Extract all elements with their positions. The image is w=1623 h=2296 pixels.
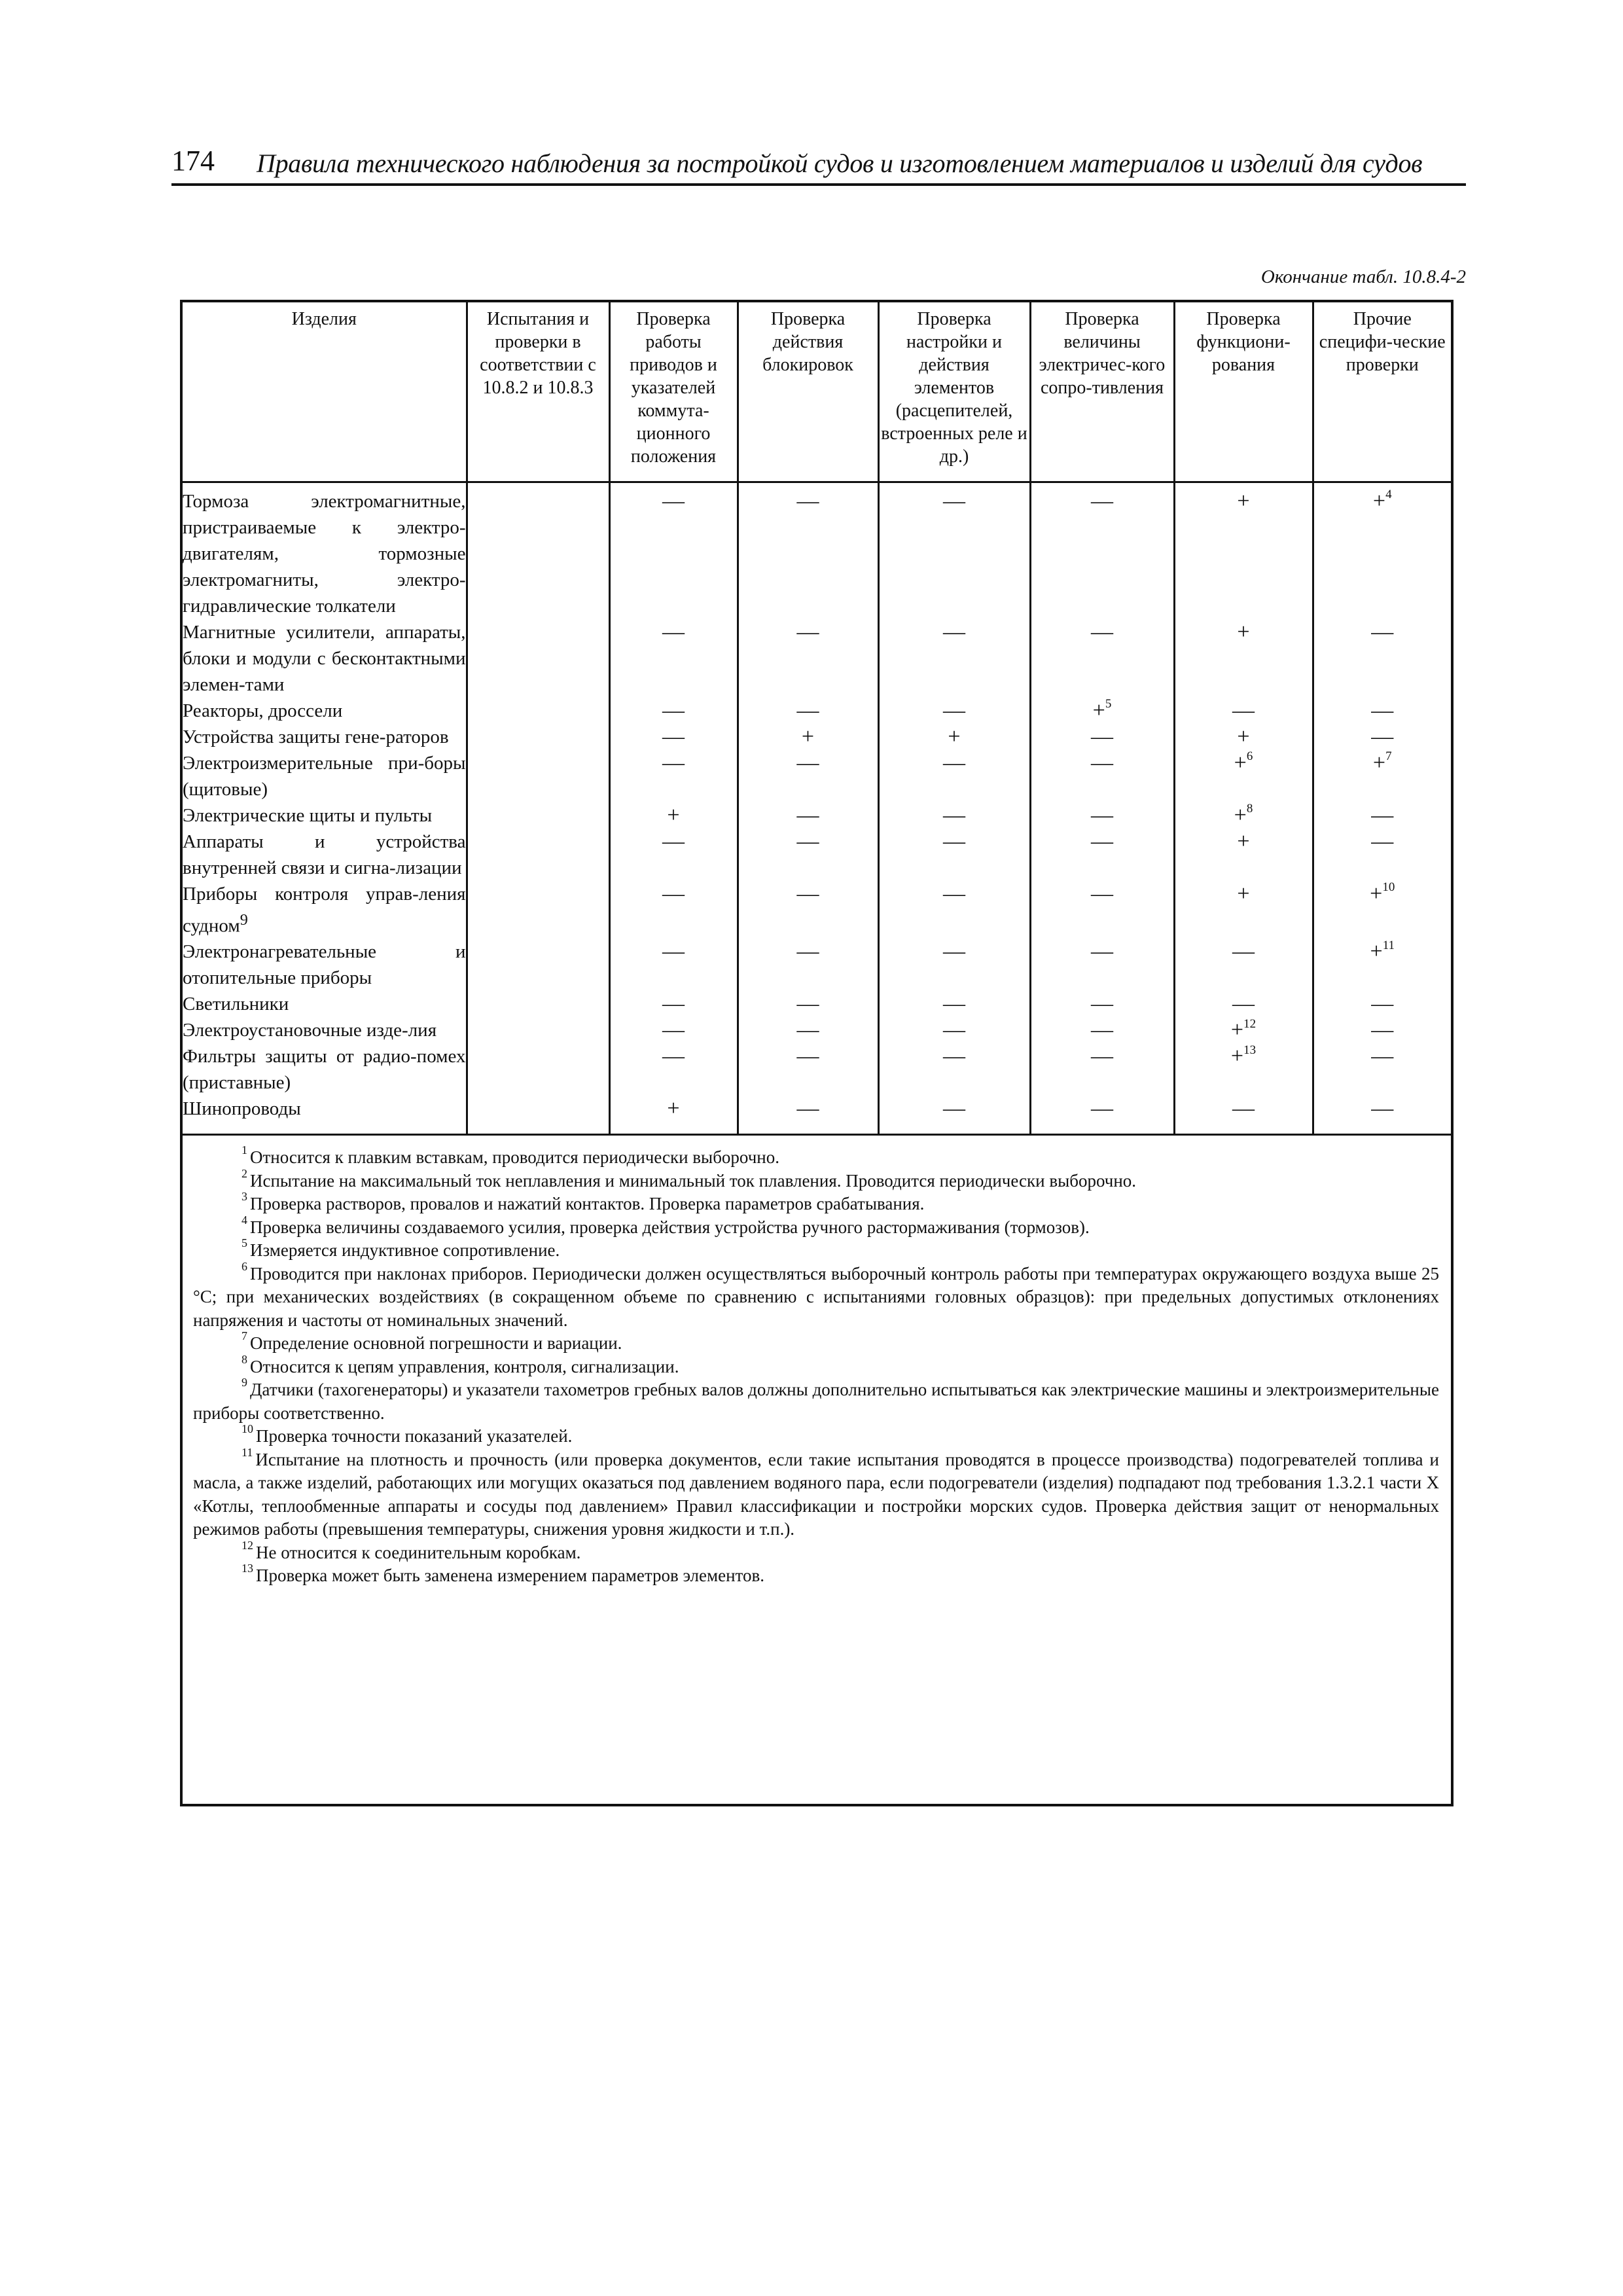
item-name-cell [183, 939, 467, 991]
column-header-function: Проверка функциони-рования [1174, 302, 1313, 482]
item-name: Устройства защиты гене-раторов [183, 726, 449, 747]
mark-value: — [796, 750, 819, 775]
mark-value: — [662, 829, 685, 853]
mark-value: — [662, 992, 685, 1016]
mark-cell [738, 1096, 878, 1122]
footnote-text: Проверка растворов, провалов и нажатий контактов. Проверка параметров срабатывания. [250, 1194, 925, 1213]
specification-table [183, 302, 1451, 1134]
mark-value: + [667, 802, 680, 827]
mark-cell [1313, 1043, 1451, 1096]
footnote [193, 1352, 1439, 1379]
item-name-cell [183, 991, 467, 1017]
mark-cell [1313, 939, 1451, 991]
mark-cell [1313, 750, 1451, 802]
mark-cell [609, 991, 738, 1017]
mark-cell [467, 1096, 609, 1122]
mark-value: + [1230, 1018, 1244, 1043]
mark-cell [1313, 698, 1451, 724]
footnote-ref: 13 [1243, 1043, 1257, 1057]
mark-value: — [1371, 829, 1394, 853]
mark-value: — [1091, 992, 1113, 1016]
mark-cell [1313, 482, 1451, 619]
item-name: Тормоза электромагнитные, пристраиваемые к электро-двигателям, тормозные электромагниты, электро-гидравлические толкатели [183, 490, 466, 617]
table-row [183, 802, 1451, 829]
column-header-resistance: Проверка величины электричес-кого сопро-тивления [1030, 302, 1174, 482]
mark-value: — [662, 619, 685, 644]
mark-cell [1313, 991, 1451, 1017]
mark-value: — [1091, 802, 1113, 827]
mark-cell [467, 802, 609, 829]
table-row [183, 1043, 1451, 1096]
mark-cell [467, 619, 609, 698]
mark-cell [467, 991, 609, 1017]
mark-cell [467, 1043, 609, 1096]
mark-value: — [1232, 939, 1255, 964]
mark-value: + [1237, 881, 1250, 906]
footnote-number: 8 [241, 1352, 247, 1366]
mark-cell [738, 482, 878, 619]
footnote-number: 11 [241, 1445, 253, 1459]
mark-value: + [1372, 488, 1386, 513]
mark-cell [1174, 619, 1313, 698]
mark-cell [467, 698, 609, 724]
footnote [193, 1564, 1439, 1588]
mark-value: — [1371, 1018, 1394, 1043]
footnote-ref: 4 [1385, 488, 1392, 502]
mark-cell [1313, 1017, 1451, 1043]
mark-value: — [1091, 939, 1113, 964]
mark-value: — [662, 698, 685, 723]
mark-value: + [1237, 619, 1250, 644]
column-header-drives: Проверка работы приводов и указателей коммута-ционного положения [609, 302, 738, 482]
mark-cell [878, 482, 1030, 619]
spacer-cell [1174, 1122, 1313, 1134]
footnote-text: Относится к цепям управления, контроля, сигнализации. [250, 1356, 679, 1376]
table-row [183, 939, 1451, 991]
mark-cell [1174, 881, 1313, 939]
mark-value: — [662, 1044, 685, 1069]
mark-value: — [796, 488, 819, 513]
mark-value: — [943, 802, 965, 827]
mark-value: — [1091, 1044, 1113, 1069]
mark-value: + [1230, 1044, 1244, 1069]
footnote-ref: 6 [1246, 749, 1253, 764]
footnote [193, 1445, 1439, 1541]
mark-value: — [662, 724, 685, 749]
column-header-interlocks: Проверка действия блокировок [738, 302, 878, 482]
mark-cell [467, 482, 609, 619]
mark-cell [738, 881, 878, 939]
mark-cell [878, 802, 1030, 829]
mark-cell [738, 698, 878, 724]
item-name-cell [183, 1096, 467, 1122]
column-header-other: Прочие специфи-ческие проверки [1313, 302, 1451, 482]
item-name-cell [183, 619, 467, 698]
spacer-cell [1313, 1122, 1451, 1134]
item-name: Приборы контроля управ-ления судном [183, 883, 466, 937]
mark-cell [878, 698, 1030, 724]
mark-cell [1030, 1017, 1174, 1043]
item-name-cell [183, 482, 467, 619]
mark-cell [467, 881, 609, 939]
table-row [183, 724, 1451, 750]
mark-cell [609, 939, 738, 991]
mark-cell [1174, 1043, 1313, 1096]
mark-cell [609, 881, 738, 939]
table-row [183, 619, 1451, 698]
mark-value: — [1232, 992, 1255, 1016]
table-frame [180, 300, 1454, 1806]
spacer-cell [183, 1122, 467, 1134]
spacer-cell [738, 1122, 878, 1134]
mark-value: — [662, 881, 685, 906]
footnote-number: 2 [241, 1166, 247, 1180]
mark-cell [1030, 939, 1174, 991]
footnote-number: 1 [241, 1143, 247, 1157]
item-name: Шинопроводы [183, 1098, 301, 1120]
mark-cell [1313, 829, 1451, 881]
mark-value: — [796, 698, 819, 723]
mark-value: — [1091, 750, 1113, 775]
footnote [193, 1143, 1439, 1170]
mark-cell [1030, 750, 1174, 802]
mark-value: — [943, 881, 965, 906]
mark-cell [609, 1043, 738, 1096]
item-name-cell [183, 829, 467, 881]
mark-cell [1030, 991, 1174, 1017]
mark-cell [878, 724, 1030, 750]
footnote-number: 4 [241, 1213, 247, 1227]
footnote [193, 1236, 1439, 1263]
footnote-ref: 11 [1382, 938, 1395, 952]
mark-cell [609, 482, 738, 619]
footnote [193, 1329, 1439, 1355]
mark-cell [738, 829, 878, 881]
mark-value: — [1371, 1096, 1394, 1121]
footnote [193, 1166, 1439, 1193]
footnote-text: Не относится к соединительным коробкам. [256, 1542, 581, 1562]
footnotes [183, 1134, 1451, 1588]
mark-cell [1030, 881, 1174, 939]
item-name-cell [183, 802, 467, 829]
footnote-number: 9 [241, 1376, 247, 1389]
footnote-ref: 10 [1382, 880, 1395, 895]
mark-cell [878, 939, 1030, 991]
table-row [183, 829, 1451, 881]
mark-value: — [1371, 1044, 1394, 1069]
footnote-number: 10 [241, 1422, 253, 1435]
footnote-text: Проводится при наклонах приборов. Периодически должен осуществляться выборочный контроль работы при температурах окружающего воздуха выше 25 °С; при механических воздействиях (в сокращенном объеме по сравнению с испытаниями головных образцов): при предельных допустимых отклонениях напряжения и частоты от номинальных значений. [193, 1263, 1439, 1330]
mark-value: + [1092, 698, 1105, 723]
table-row [183, 1017, 1451, 1043]
item-name-cell [183, 881, 467, 939]
spacer-cell [878, 1122, 1030, 1134]
table-row [183, 881, 1451, 939]
item-name: Светильники [183, 994, 289, 1015]
mark-value: — [796, 992, 819, 1016]
mark-cell [1174, 991, 1313, 1017]
footnote-ref: 5 [1105, 697, 1112, 711]
item-name-cell [183, 698, 467, 724]
footnote-number: 13 [241, 1562, 253, 1575]
mark-cell [878, 1096, 1030, 1122]
mark-value: — [1371, 724, 1394, 749]
mark-cell [609, 1017, 738, 1043]
page-number: 174 [171, 145, 215, 177]
mark-value: + [1370, 939, 1383, 964]
mark-cell [1313, 619, 1451, 698]
mark-value: — [1091, 724, 1113, 749]
item-name: Электроустановочные изде-лия [183, 1020, 437, 1041]
mark-value: + [1234, 802, 1247, 827]
mark-cell [1174, 698, 1313, 724]
mark-cell [1030, 482, 1174, 619]
item-name-cell [183, 724, 467, 750]
mark-value: + [1237, 724, 1250, 749]
mark-cell [1030, 829, 1174, 881]
mark-cell [738, 724, 878, 750]
mark-cell [878, 829, 1030, 881]
mark-cell [738, 1017, 878, 1043]
header-title: Правила технического наблюдения за постройкой судов и изготовлением материалов и изделий для судов [257, 149, 1423, 178]
footnote-text: Проверка может быть заменена измерением параметров элементов. [256, 1566, 764, 1585]
mark-value: — [1371, 992, 1394, 1016]
mark-cell [878, 1043, 1030, 1096]
mark-value: — [662, 939, 685, 964]
item-name: Электрические щиты и пульты [183, 804, 433, 826]
item-name: Электронагревательные и отопительные приборы [183, 941, 466, 989]
mark-value: — [943, 488, 965, 513]
mark-value: — [662, 750, 685, 775]
mark-cell [1174, 939, 1313, 991]
footnote [193, 1538, 1439, 1565]
spacer-cell [1030, 1122, 1174, 1134]
item-name: Фильтры защиты от радио-помех (приставные) [183, 1046, 466, 1094]
column-header-settings: Проверка настройки и действия элементов (расцепителей, встроенных реле и др.) [878, 302, 1030, 482]
mark-cell [1030, 619, 1174, 698]
footnote [193, 1378, 1439, 1425]
item-name: Аппараты и устройства внутренней связи и сигна-лизации [183, 831, 466, 878]
column-header-tests: Испытания и проверки в соответствии с 10.8.2 и 10.8.3 [467, 302, 609, 482]
mark-value: + [1370, 881, 1383, 906]
mark-cell [738, 619, 878, 698]
footnote-text: Определение основной погрешности и вариации. [250, 1333, 622, 1353]
table-caption: Окончание табл. 10.8.4-2 [1260, 266, 1466, 287]
mark-value: — [796, 802, 819, 827]
mark-cell [1030, 1043, 1174, 1096]
column-header-items: Изделия [183, 302, 467, 482]
mark-cell [878, 619, 1030, 698]
footnote-ref: 7 [1385, 749, 1392, 764]
mark-value: — [1371, 698, 1394, 723]
mark-value: — [943, 1018, 965, 1043]
mark-cell [1174, 1096, 1313, 1122]
mark-cell [1030, 1096, 1174, 1122]
mark-value: — [1091, 1018, 1113, 1043]
mark-cell [738, 939, 878, 991]
mark-value: — [943, 992, 965, 1016]
mark-value: — [943, 1096, 965, 1121]
mark-value: — [796, 829, 819, 853]
item-name-cell [183, 1043, 467, 1096]
footnote-text: Датчики (тахогенераторы) и указатели тахометров гребных валов должны дополнительно испытываться как электрические машины и электроизмерительные приборы соответственно. [193, 1380, 1439, 1423]
table-row [183, 482, 1451, 619]
mark-value: + [1234, 750, 1247, 775]
footnote-number: 5 [241, 1236, 247, 1249]
mark-value: — [1371, 619, 1394, 644]
mark-cell [609, 802, 738, 829]
mark-value: — [943, 829, 965, 853]
item-name: Магнитные усилители, аппараты, блоки и модули с бесконтактными элемен-тами [183, 621, 466, 695]
mark-value: — [943, 1044, 965, 1069]
table-row [183, 750, 1451, 802]
table-row [183, 1096, 1451, 1122]
mark-cell [467, 724, 609, 750]
mark-cell [1313, 724, 1451, 750]
item-name: Электроизмерительные при-боры (щитовые) [183, 752, 466, 800]
footnote-text: Измеряется индуктивное сопротивление. [250, 1240, 560, 1260]
mark-value: — [1232, 1096, 1255, 1121]
footnote [193, 1259, 1439, 1333]
mark-value: — [796, 619, 819, 644]
table-body [183, 482, 1451, 1134]
footnote [193, 1190, 1439, 1216]
mark-value: — [662, 488, 685, 513]
mark-cell [1313, 1096, 1451, 1122]
mark-value: — [1091, 881, 1113, 906]
footnote-ref: 12 [1243, 1016, 1257, 1031]
mark-cell [609, 1096, 738, 1122]
footnote-number: 12 [241, 1538, 253, 1552]
spacer-cell [609, 1122, 738, 1134]
mark-cell [1313, 802, 1451, 829]
mark-cell [878, 750, 1030, 802]
mark-cell [1174, 1017, 1313, 1043]
mark-value: — [796, 1044, 819, 1069]
mark-value: — [796, 939, 819, 964]
mark-cell [738, 991, 878, 1017]
mark-cell [467, 939, 609, 991]
mark-cell [467, 829, 609, 881]
table-bottom-spacer [183, 1122, 1451, 1134]
mark-value: — [662, 1018, 685, 1043]
mark-cell [467, 750, 609, 802]
mark-cell [1174, 802, 1313, 829]
item-name-cell [183, 750, 467, 802]
item-name-cell [183, 1017, 467, 1043]
footnote-text: Относится к плавким вставкам, проводится периодически выборочно. [250, 1147, 780, 1167]
mark-value: + [1372, 750, 1386, 775]
footnote-text: Испытание на плотность и прочность (или проверка документов, если такие испытания проводятся в процессе производства) подогревателей топлива и масла, а также изделий, работающих или могущих оказаться под давлением водяного пара, если подогреватели (изделия) подпадают под требования 1.3.2.1 части X «Котлы, теплообменные аппараты и сосуды под давлением» Правил классификации и постройки морских судов. Проверка действия защит от ненормальных режимов работы (превышения температуры, снижения уровня жидкости и т.п.). [193, 1449, 1439, 1539]
mark-value: — [796, 1096, 819, 1121]
mark-value: — [943, 698, 965, 723]
footnote-number: 6 [241, 1259, 247, 1273]
mark-cell [609, 619, 738, 698]
table-row [183, 698, 1451, 724]
mark-cell [878, 881, 1030, 939]
footnote [193, 1422, 1439, 1448]
mark-cell [738, 802, 878, 829]
mark-cell [738, 750, 878, 802]
mark-cell [1174, 750, 1313, 802]
mark-value: + [667, 1096, 680, 1121]
mark-cell [609, 829, 738, 881]
mark-cell [738, 1043, 878, 1096]
running-head [171, 143, 1466, 186]
mark-value: — [1371, 802, 1394, 827]
mark-value: + [1237, 829, 1250, 853]
mark-cell [609, 698, 738, 724]
mark-value: — [796, 1018, 819, 1043]
footnote-number: 3 [241, 1190, 247, 1203]
mark-value: — [1091, 829, 1113, 853]
mark-value: — [943, 750, 965, 775]
mark-value: — [943, 939, 965, 964]
table-header-row [183, 302, 1451, 482]
mark-cell [1030, 802, 1174, 829]
mark-value: — [1091, 619, 1113, 644]
mark-cell [1174, 724, 1313, 750]
mark-value: — [1091, 1096, 1113, 1121]
mark-value: + [1237, 488, 1250, 513]
mark-value: — [943, 619, 965, 644]
table-row [183, 991, 1451, 1017]
item-name: Реакторы, дроссели [183, 700, 343, 721]
footnote-ref: 9 [240, 910, 248, 929]
footnote [193, 1213, 1439, 1240]
footnote-number: 7 [241, 1329, 247, 1342]
mark-cell [878, 1017, 1030, 1043]
mark-value: + [801, 724, 815, 749]
mark-cell [1313, 881, 1451, 939]
footnote-text: Испытание на максимальный ток неплавления и минимальный ток плавления. Проводится периодически выборочно. [250, 1170, 1137, 1191]
mark-value: — [1091, 488, 1113, 513]
mark-cell [1174, 482, 1313, 619]
mark-cell [609, 750, 738, 802]
mark-cell [467, 1017, 609, 1043]
spacer-cell [467, 1122, 609, 1134]
mark-value: — [796, 881, 819, 906]
mark-cell [1030, 724, 1174, 750]
mark-cell [609, 724, 738, 750]
footnote-text: Проверка точности показаний указателей. [256, 1426, 573, 1446]
mark-cell [1174, 829, 1313, 881]
footnote-text: Проверка величины создаваемого усилия, проверка действия устройства ручного растормаживания (тормозов). [250, 1217, 1090, 1237]
footnote-ref: 8 [1246, 802, 1253, 816]
mark-value: + [948, 724, 961, 749]
mark-cell [878, 991, 1030, 1017]
mark-cell [1030, 698, 1174, 724]
mark-value: — [1232, 698, 1255, 723]
